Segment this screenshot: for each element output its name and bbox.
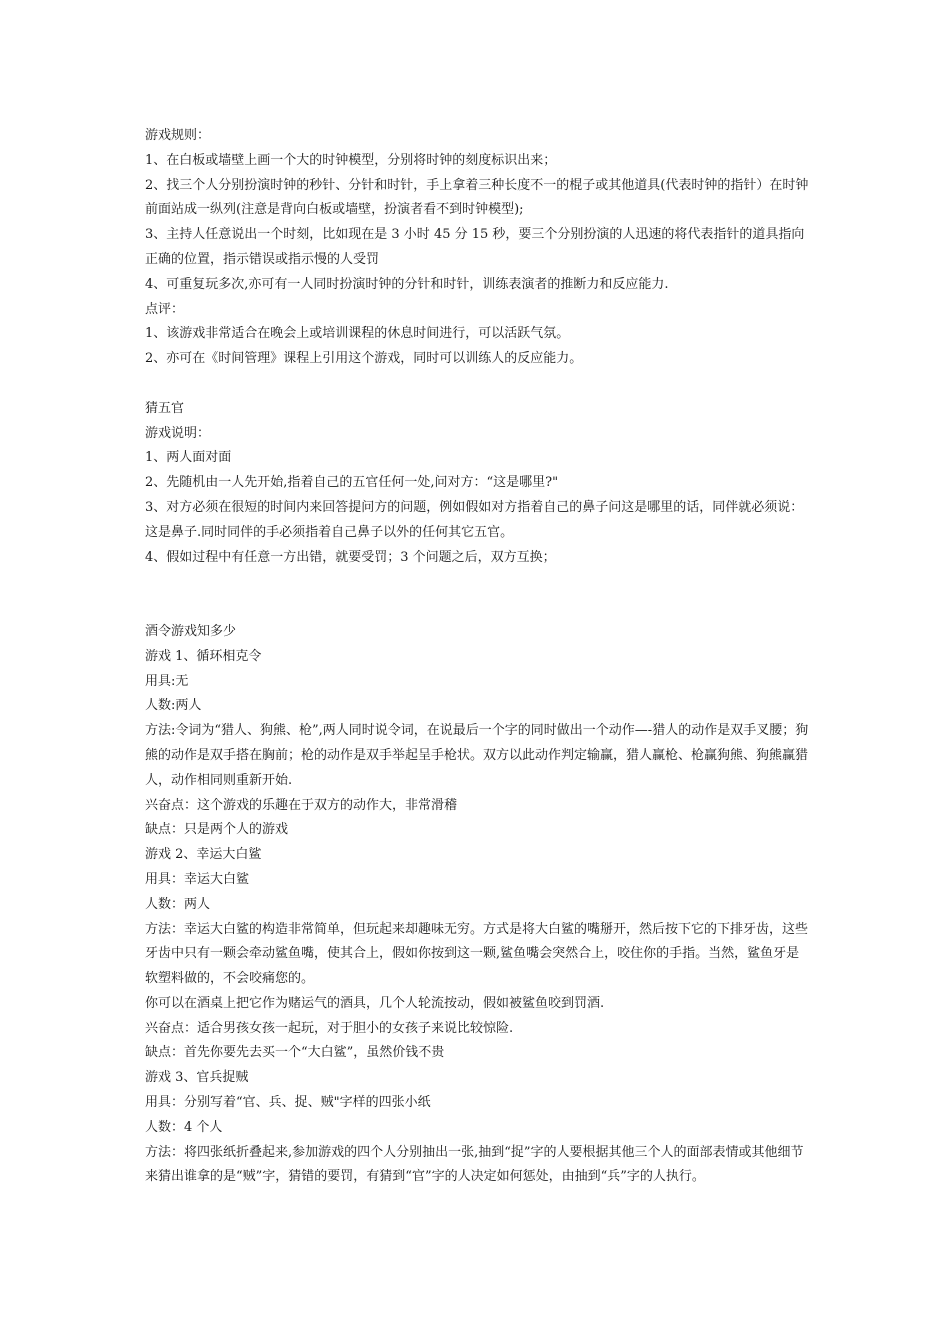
game-method: 方法：幸运大白鲨的构造非常简单，但玩起来却趣味无穷。方式是将大白鲨的嘴掰开，然后按下它的下排牙齿，这些牙齿中只有一颗会牵动鲨鱼嘴，使其合上，假如你按到这一颗,鲨鱼嘴会突然合上，咬住你的手指。当然，鲨鱼牙是软塑料做的，不会咬痛您的。 xyxy=(145,921,809,987)
game-drawback: 缺点：只是两个人的游戏 xyxy=(145,822,289,838)
game-title: 游戏 3、官兵捉贼 xyxy=(145,1070,249,1086)
game-people: 人数:两人 xyxy=(145,698,202,714)
game-title: 游戏 2、幸运大白鲨 xyxy=(145,847,262,863)
section-title: 猜五官 xyxy=(145,400,185,416)
game-method: 方法：将四张纸折叠起来,参加游戏的四个人分别抽出一张,抽到“捉”字的人要根据其他三个人的面部表情或其他细节来猜出谁拿的是“贼”字，猜错的要罚，有猜到“官”字的人决定如何惩处，由抽到“兵”字的人执行。 xyxy=(145,1144,804,1185)
game-note: 你可以在酒桌上把它作为赌运气的酒具，几个人轮流按动，假如被鲨鱼咬到罚酒. xyxy=(145,995,605,1011)
rule-item: 4、可重复玩多次,亦可有一人同时扮演时钟的分针和时针，训练表演者的推断力和反应能力. xyxy=(145,276,669,292)
game-tools: 用具:无 xyxy=(145,673,189,689)
game-method: 方法:令词为“猎人、狗熊、枪”,两人同时说令词，在说最后一个字的同时做出一个动作—-猎人的动作是双手叉腰；狗熊的动作是双手搭在胸前；枪的动作是双手举起呈手枪状。双方以此动作判定输赢，猎人赢枪、枪赢狗熊、狗熊赢猎人，动作相同则重新开始. xyxy=(145,723,809,788)
game-highlight: 兴奋点：这个游戏的乐趣在于双方的动作大，非常滑稽 xyxy=(145,797,458,813)
instruction-item: 2、先随机由一人先开始,指着自己的五官任何一处,问对方：“这是哪里?" xyxy=(145,475,559,491)
rule-item: 3、主持人任意说出一个时刻，比如现在是 3 小时 45 分 15 秒，要三个分别扮演的人迅速的将代表指针的道具指向正确的位置，指示错误或指示慢的人受罚 xyxy=(145,227,805,267)
spacer xyxy=(145,570,810,620)
game-people: 人数：4 个人 xyxy=(145,1119,223,1135)
review-item: 2、亦可在《时间管理》课程上引用这个游戏，同时可以训练人的反应能力。 xyxy=(145,351,583,367)
instruction-item: 1、两人面对面 xyxy=(145,450,232,466)
review-heading: 点评： xyxy=(145,301,185,317)
rule-item: 2、找三个人分别扮演时钟的秒针、分针和时针，手上拿着三种长度不一的棍子或其他道具(代表时钟的指针）在时钟前面站成一纵列(注意是背向白板或墙壁，扮演者看不到时钟模型); xyxy=(145,177,809,218)
game-tools: 用具：分别写着“官、兵、捉、贼"字样的四张小纸 xyxy=(145,1095,431,1111)
document-body xyxy=(145,124,810,1190)
game-people: 人数：两人 xyxy=(145,896,211,912)
instructions-heading: 游戏说明： xyxy=(145,425,211,441)
rule-item: 1、在白板或墙壁上画一个大的时钟模型，分别将时钟的刻度标识出来； xyxy=(145,152,557,168)
rules-heading: 游戏规则： xyxy=(145,128,211,143)
game-tools: 用具：幸运大白鲨 xyxy=(145,871,250,887)
game-drawback: 缺点：首先你要先去买一个“大白鲨”，虽然价钱不贵 xyxy=(145,1045,445,1061)
game-highlight: 兴奋点：适合男孩女孩一起玩，对于胆小的女孩子来说比较惊险. xyxy=(145,1020,514,1036)
instruction-item: 3、对方必须在很短的时间内来回答提问方的问题，例如假如对方指着自己的鼻子问这是哪里的话，同伴就必须说：这是鼻子.同时同伴的手必须指着自己鼻子以外的任何其它五官。 xyxy=(145,499,804,540)
spacer xyxy=(145,372,810,397)
review-item: 1、该游戏非常适合在晚会上或培训课程的休息时间进行，可以活跃气氛。 xyxy=(145,326,570,342)
instruction-item: 4、假如过程中有任意一方出错，就要受罚；3 个问题之后，双方互换； xyxy=(145,549,556,565)
game-title: 游戏 1、循环相克令 xyxy=(145,648,262,664)
section-title: 酒令游戏知多少 xyxy=(145,623,237,639)
